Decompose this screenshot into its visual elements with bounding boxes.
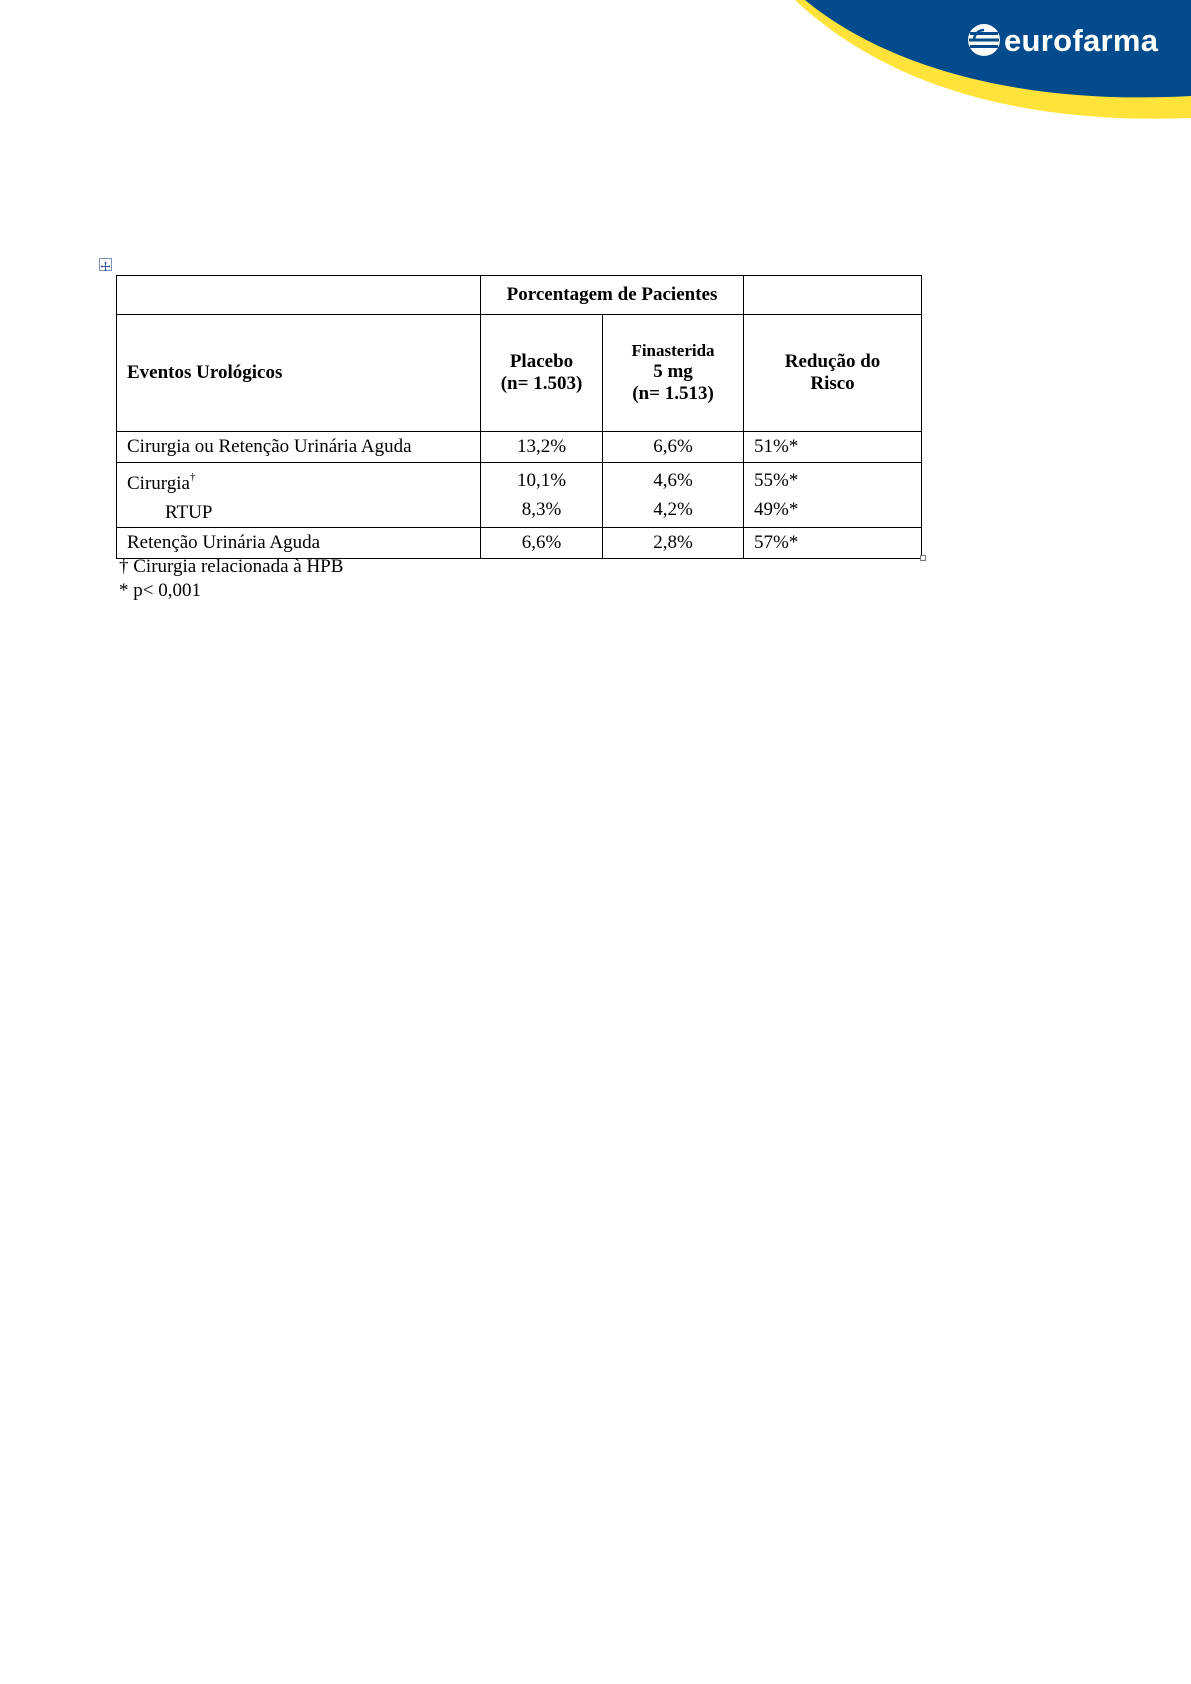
urological-events-table (116, 275, 922, 559)
table-resize-handle[interactable] (920, 555, 926, 561)
row-label: Cirurgia ou Retenção Urinária Aguda (117, 432, 481, 463)
placebo-value-group (481, 463, 603, 528)
table-row (117, 432, 922, 463)
table-row (117, 528, 922, 559)
reduction-value-group (744, 463, 922, 528)
reduction-header-line2: Risco (810, 373, 855, 394)
empty-header-cell (117, 276, 481, 315)
reduction-column-header (744, 315, 922, 432)
footnotes (119, 555, 343, 603)
row-label: Cirurgia (127, 473, 190, 494)
table-group-header-row (117, 276, 922, 315)
finasterida-value: 6,6% (603, 432, 744, 463)
placebo-column-header (481, 315, 603, 432)
events-column-header: Eventos Urológicos (117, 315, 481, 432)
table-column-header-row (117, 315, 922, 432)
dagger-marker: † (189, 471, 196, 483)
finasterida-n: (n= 1.513) (632, 383, 714, 404)
finasterida-value: 2,8% (603, 528, 744, 559)
empty-header-cell (744, 276, 922, 315)
brand-name: eurofarma (1004, 22, 1159, 58)
finasterida-value: 4,2% (653, 499, 693, 520)
table-move-handle[interactable] (99, 258, 112, 271)
group-header-cell: Porcentagem de Pacientes (481, 276, 744, 315)
finasterida-column-header (603, 315, 744, 432)
table-row (117, 463, 922, 528)
reduction-header-line1: Redução do (784, 351, 881, 372)
finasterida-dose: 5 mg (653, 361, 693, 382)
brand-logo (966, 22, 1158, 58)
globe-logo-icon (966, 22, 1002, 58)
finasterida-value-group (603, 463, 744, 528)
reduction-value: 57%* (744, 528, 922, 559)
placebo-n: (n= 1.503) (500, 373, 583, 394)
reduction-value: 49%* (754, 499, 799, 520)
move-arrows-icon (100, 261, 111, 272)
row-label-sub: RTUP (165, 502, 213, 523)
reduction-value: 51%* (744, 432, 922, 463)
footnote-asterisk: * p< 0,001 (119, 580, 201, 601)
placebo-value: 8,3% (521, 499, 562, 520)
placebo-value: 13,2% (481, 432, 603, 463)
row-label-group (117, 463, 481, 528)
finasterida-name: Finasterida (631, 341, 715, 360)
header-banner (0, 0, 1191, 140)
reduction-value: 55%* (754, 470, 799, 491)
row-label: Retenção Urinária Aguda (117, 528, 481, 559)
finasterida-value: 4,6% (653, 470, 693, 491)
footnote-dagger: † Cirurgia relacionada à HPB (119, 556, 344, 577)
placebo-value: 6,6% (481, 528, 603, 559)
placebo-value: 10,1% (516, 470, 567, 491)
placebo-name: Placebo (509, 351, 574, 372)
